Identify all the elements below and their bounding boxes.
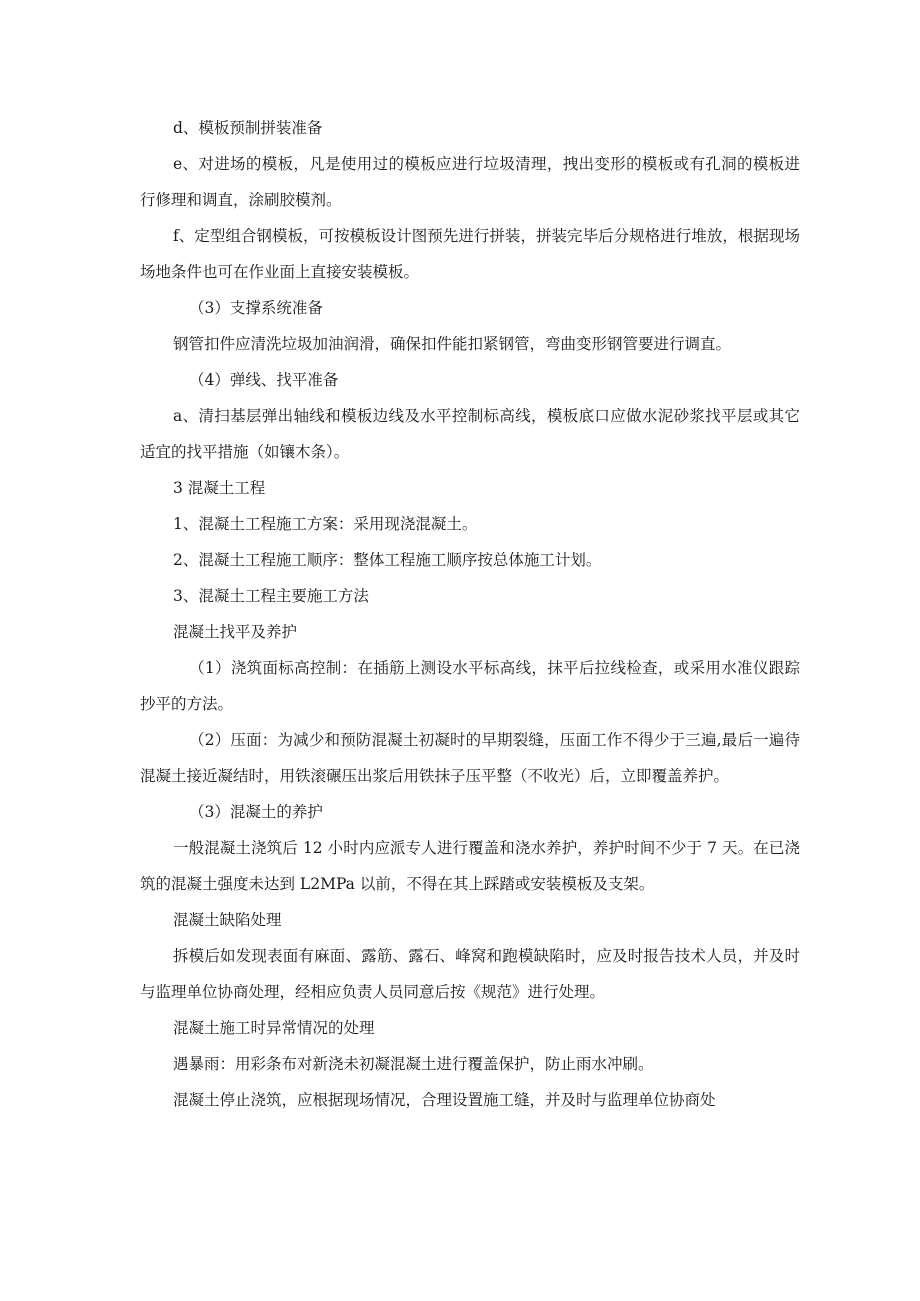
paragraph: d、模板预制拼装准备 xyxy=(173,119,323,137)
paragraph: 2、混凝土工程施工顺序：整体工程施工顺序按总体施工计划。 xyxy=(173,551,602,569)
paragraph: 一般混凝土浇筑后 12 小时内应派专人进行覆盖和浇水养护，养护时间不少于 7 天。在已浇筑的混凝土强度未达到 L2MPa 以前，不得在其上踩踏或安装模板及支架。 xyxy=(140,839,800,893)
section-heading: （4）弹线、找平准备 xyxy=(189,371,339,389)
paragraph: 3、混凝土工程主要施工方法 xyxy=(173,587,369,605)
paragraph: f、定型组合钢模板，可按模板设计图预先进行拼装，拼装完毕后分规格进行堆放，根据现场场地条件也可在作业面上直接安装模板。 xyxy=(140,227,800,281)
paragraph: 遇暴雨：用彩条布对新浇未初凝混凝土进行覆盖保护，防止雨水冲刷。 xyxy=(173,1055,654,1073)
paragraph: 钢管扣件应清洗垃圾加油润滑，确保扣件能扣紧钢管，弯曲变形钢管要进行调直。 xyxy=(173,335,732,353)
paragraph: 混凝土停止浇筑，应根据现场情况，合理设置施工缝，并及时与监理单位协商处 xyxy=(173,1091,716,1109)
paragraph: （1）浇筑面标高控制：在插筋上测设水平标高线，抹平后拉线检查，或采用水准仪跟踪抄平的方法。 xyxy=(140,659,800,713)
section-heading: 混凝土施工时异常情况的处理 xyxy=(173,1019,375,1037)
paragraph: （2）压面：为减少和预防混凝土初凝时的早期裂缝，压面工作不得少于三遍,最后一遍待混凝土接近凝结时，用铁滚碾压出浆后用铁抹子压平整（不收光）后，立即覆盖养护。 xyxy=(140,731,800,785)
section-heading: （3）混凝土的养护 xyxy=(189,803,323,821)
paragraph: e、对进场的模板，凡是使用过的模板应进行垃圾清理，拽出变形的模板或有孔洞的模板进行修理和调直，涂刷胶模剂。 xyxy=(140,155,800,209)
paragraph: 1、混凝土工程施工方案：采用现浇混凝土。 xyxy=(173,515,478,533)
paragraph: 拆模后如发现表面有麻面、露筋、露石、峰窝和跑模缺陷时，应及时报告技术人员，并及时与监理单位协商处理，经相应负责人员同意后按《规范》进行处理。 xyxy=(140,947,800,1001)
section-heading: 混凝土缺陷处理 xyxy=(173,911,282,929)
section-heading: 混凝土找平及养护 xyxy=(173,623,298,641)
section-heading: （3）支撑系统准备 xyxy=(189,299,323,317)
section-heading: 3 混凝土工程 xyxy=(173,479,266,497)
paragraph: a、清扫基层弹出轴线和模板边线及水平控制标高线，模板底口应做水泥砂浆找平层或其它适宜的找平措施（如镶木条）。 xyxy=(140,407,800,461)
document-page xyxy=(140,110,800,1118)
